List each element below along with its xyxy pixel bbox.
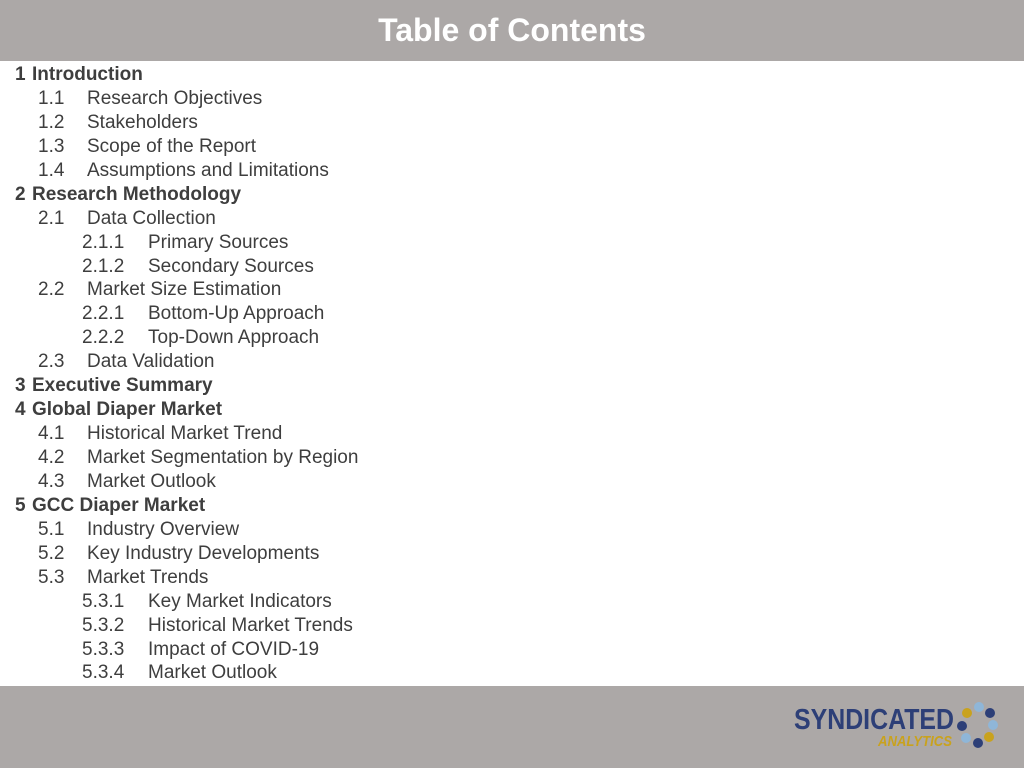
toc-entry-title: Bottom-Up Approach (148, 303, 325, 325)
toc-entry-number: 5.3.3 (82, 638, 125, 660)
toc-entry-level-2 (0, 278, 1024, 302)
toc-entry-number: 4.2 (38, 447, 65, 468)
toc-entry-title: Market Outlook (148, 662, 277, 684)
toc-entry-title: Historical Market Trends (148, 614, 353, 636)
toc-entry-title: Historical Market Trend (87, 423, 283, 445)
toc-entry-level-2 (0, 470, 1024, 494)
toc-entry-number: 4 (15, 399, 26, 421)
toc-entry-title: Executive Summary (32, 375, 213, 397)
toc-entry-level-3 (0, 231, 1024, 255)
syndicated-analytics-logo (786, 698, 1002, 750)
toc-entry-number: 1 (15, 64, 26, 85)
toc-entry-number: 5.2 (38, 542, 65, 564)
toc-entry-number: 3 (15, 375, 26, 397)
toc-entry-title: Data Collection (87, 207, 216, 229)
logo-text-analytics: ANALYTICS (877, 733, 952, 750)
toc-entry-level-1 (0, 374, 1024, 398)
toc-entry-title: GCC Diaper Market (32, 494, 206, 516)
toc-entry-level-2 (0, 542, 1024, 566)
toc-entry-level-2 (0, 87, 1024, 111)
toc-entry-number: 5.3.2 (82, 614, 125, 636)
toc-entry-title: Key Industry Developments (87, 542, 320, 564)
toc-entry-title: Market Outlook (87, 470, 216, 492)
toc-entry-number: 1.1 (38, 87, 65, 109)
title-bar (0, 0, 1024, 61)
toc-entry-number: 4.3 (38, 470, 65, 492)
toc-entry-level-1 (0, 398, 1024, 422)
toc-entry-title: Impact of COVID-19 (148, 638, 320, 660)
toc-entry-level-3 (0, 614, 1024, 638)
toc-entry-level-3 (0, 590, 1024, 614)
toc-entry-level-2 (0, 350, 1024, 374)
toc-entry-level-1 (0, 494, 1024, 518)
toc-entry-level-1 (0, 183, 1024, 207)
toc-entry-number: 2.1.2 (82, 255, 125, 277)
circle-of-dots-icon (957, 702, 998, 748)
toc-entry-title: Global Diaper Market (32, 399, 223, 421)
logo-text-syndicated: SYNDICATED (794, 704, 954, 736)
toc-entry-level-2 (0, 422, 1024, 446)
toc-entry-title: Secondary Sources (148, 255, 314, 277)
toc-entry-number: 2.2 (38, 279, 65, 301)
toc-entry-title: Key Market Indicators (148, 590, 332, 612)
toc-entry-level-2 (0, 518, 1024, 542)
toc-entry-level-2 (0, 159, 1024, 183)
toc-entry-level-3 (0, 255, 1024, 279)
toc-entry-number: 2.1.1 (82, 231, 125, 253)
toc-entry-number: 2.2.1 (82, 303, 125, 325)
toc-entry-number: 1.4 (38, 159, 65, 181)
toc-entry-number: 1.3 (38, 135, 65, 157)
toc-entry-title: Assumptions and Limitations (87, 159, 329, 181)
toc-entry-title: Research Objectives (87, 87, 263, 109)
toc-entry-level-3 (0, 661, 1024, 685)
toc-entry-level-2 (0, 566, 1024, 590)
toc-entry-title: Industry Overview (87, 518, 240, 540)
toc-entry-level-2 (0, 446, 1024, 470)
toc-entry-number: 2 (15, 183, 26, 205)
toc-entry-number: 2.2.2 (82, 327, 125, 349)
toc-entry-level-3 (0, 326, 1024, 350)
toc-entry-title: Market Size Estimation (87, 279, 282, 301)
toc-entry-title: Market Segmentation by Region (87, 447, 359, 468)
toc-entry-level-2 (0, 135, 1024, 159)
toc-entry-title: Primary Sources (148, 231, 289, 253)
toc-entry-number: 2.1 (38, 207, 65, 229)
page-title: Table of Contents (378, 12, 646, 48)
toc-entry-number: 5 (15, 494, 26, 516)
toc-entry-number: 4.1 (38, 423, 65, 445)
toc-entry-number: 5.3.4 (82, 662, 125, 684)
toc-entry-title: Data Validation (87, 351, 215, 373)
toc-entry-number: 5.3 (38, 566, 65, 588)
table-of-contents (0, 63, 1024, 685)
toc-entry-level-3 (0, 638, 1024, 662)
toc-entry-level-2 (0, 207, 1024, 231)
toc-entry-level-3 (0, 302, 1024, 326)
toc-entry-title: Scope of the Report (87, 135, 256, 157)
toc-entry-title: Market Trends (87, 566, 209, 588)
toc-entry-number: 1.2 (38, 111, 65, 133)
toc-entry-level-2 (0, 111, 1024, 135)
toc-entry-number: 5.3.1 (82, 590, 125, 612)
toc-entry-number: 5.1 (38, 518, 65, 540)
toc-entry-level-1 (0, 63, 1024, 87)
toc-entry-number: 2.3 (38, 351, 65, 373)
toc-entry-title: Stakeholders (87, 111, 198, 133)
toc-entry-title: Introduction (32, 64, 143, 85)
toc-entry-title: Research Methodology (32, 183, 242, 205)
toc-entry-title: Top-Down Approach (148, 327, 320, 349)
